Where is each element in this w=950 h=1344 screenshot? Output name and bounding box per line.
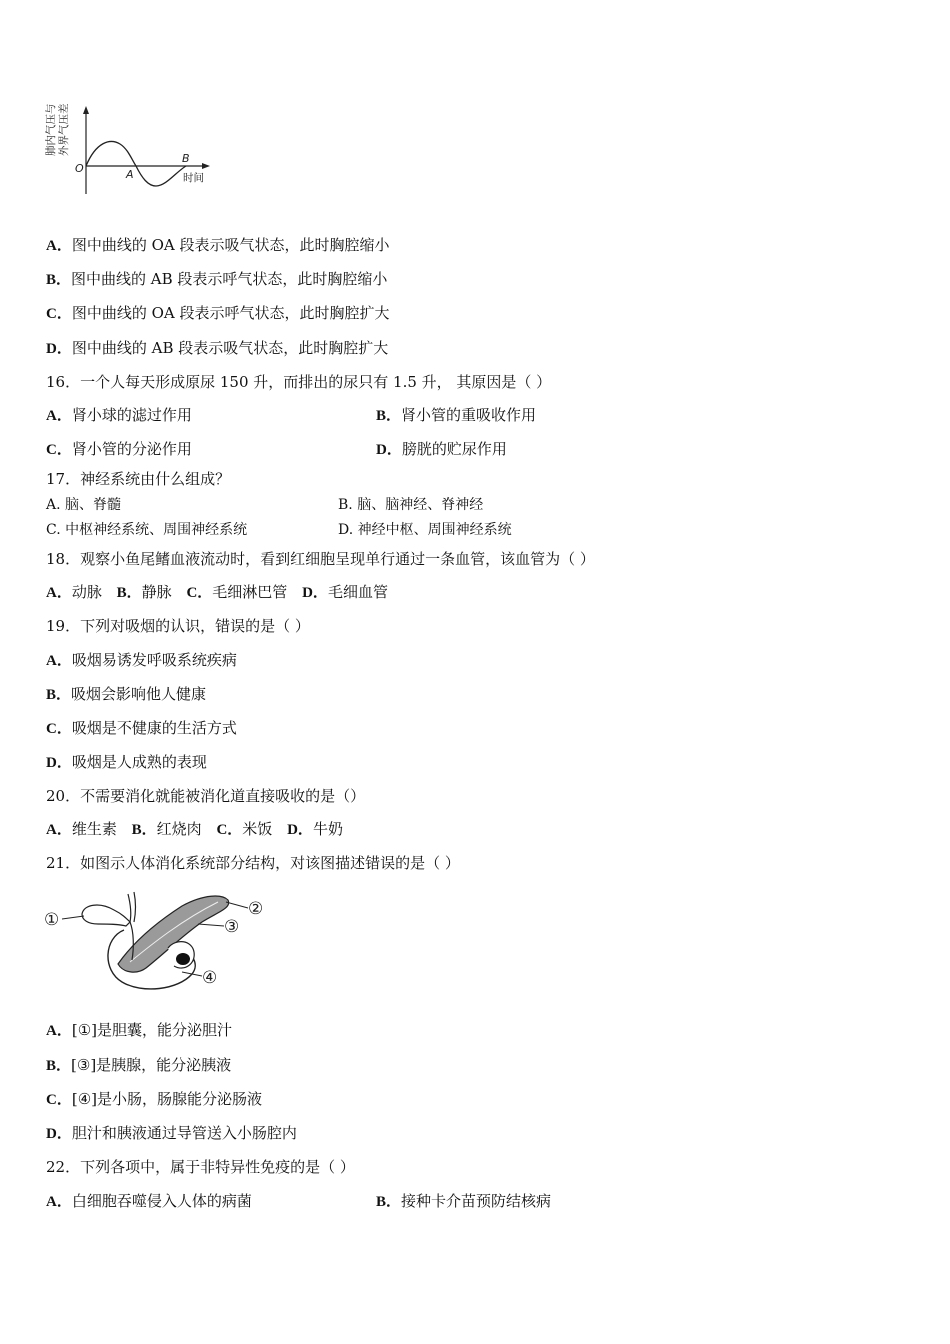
option-label: A． xyxy=(46,408,72,424)
q17-option-d[interactable]: D. 神经中枢、周围神经系统 xyxy=(338,522,512,538)
option-text: 吸烟会影响他人健康 xyxy=(71,685,207,703)
label-4: ④ xyxy=(202,968,218,988)
q15-option-a[interactable] xyxy=(46,235,390,256)
option-label: D． xyxy=(46,341,72,357)
option-text: 肾小管的分泌作用 xyxy=(71,440,192,458)
option-label: A． xyxy=(46,238,72,254)
option-label: B． xyxy=(376,1194,402,1210)
q18-option-d[interactable] xyxy=(302,583,388,601)
y-label-line2: 外界气压差 xyxy=(58,104,70,156)
leader-4 xyxy=(182,972,202,976)
option-text: [④]是小肠，肠腺能分泌肠液 xyxy=(71,1090,262,1108)
intestine-dark-spot xyxy=(176,953,190,965)
q16-option-c[interactable] xyxy=(46,439,192,460)
q15-option-d[interactable] xyxy=(46,338,388,359)
q22-option-b[interactable] xyxy=(376,1191,551,1212)
q17-stem: 17．神经系统由什么组成？ xyxy=(46,470,231,488)
q22-stem: 22．下列各项中，属于非特异性免疫的是（ ） xyxy=(46,1158,355,1176)
option-text: 吸烟是人成熟的表现 xyxy=(71,753,207,771)
option-text: 静脉 xyxy=(141,583,172,601)
option-label: B． xyxy=(116,585,142,601)
option-label: B． xyxy=(46,1058,72,1074)
q18-stem: 18．观察小鱼尾鳍血液流动时，看到红细胞呈现单行通过一条血管，该血管为（ ） xyxy=(46,550,595,568)
leader-3 xyxy=(198,924,224,926)
option-text: 维生素 xyxy=(71,820,117,838)
gallbladder-shape xyxy=(82,905,130,926)
sine-curve xyxy=(86,142,186,186)
option-text: 图中曲线的 AB 段表示吸气状态，此时胸腔扩大 xyxy=(71,339,389,357)
q18-option-c[interactable] xyxy=(186,583,287,601)
q20-option-d[interactable] xyxy=(287,820,343,838)
option-label: A． xyxy=(46,653,72,669)
q19-option-c[interactable] xyxy=(46,718,237,739)
q16-option-d[interactable] xyxy=(376,439,507,460)
option-text: 胆汁和胰液通过导管送入小肠腔内 xyxy=(71,1124,297,1142)
q19-option-a[interactable] xyxy=(46,650,237,671)
q17-option-a[interactable]: A. 脑、脊髓 xyxy=(46,497,122,513)
option-label: A． xyxy=(46,585,72,601)
leader-1 xyxy=(62,916,84,919)
digestive-system-figure xyxy=(42,886,272,998)
option-label: A． xyxy=(46,1194,72,1210)
label-1: ① xyxy=(44,910,60,930)
q17-option-b[interactable]: B. 脑、脑神经、脊神经 xyxy=(338,497,484,513)
option-label: C． xyxy=(216,822,243,838)
option-label: C． xyxy=(186,585,213,601)
point-a-label: A xyxy=(126,168,134,181)
option-label: B． xyxy=(131,822,157,838)
q16-option-b[interactable] xyxy=(376,405,536,426)
hepatic-duct xyxy=(128,892,136,922)
q20-option-a[interactable] xyxy=(46,820,117,838)
q21-stem: 21．如图示人体消化系统部分结构，对该图描述错误的是（ ） xyxy=(46,854,460,872)
q21-option-a[interactable] xyxy=(46,1020,232,1041)
q16-option-a[interactable] xyxy=(46,405,192,426)
option-text: 图中曲线的 OA 段表示呼气状态，此时胸腔扩大 xyxy=(71,304,390,322)
origin-label: O xyxy=(75,162,84,175)
option-text: 图中曲线的 AB 段表示呼气状态，此时胸腔缩小 xyxy=(71,270,388,288)
option-text: 膀胱的贮尿作用 xyxy=(401,440,507,458)
q19-stem: 19．下列对吸烟的认识，错误的是（ ） xyxy=(46,617,310,635)
option-label: D． xyxy=(302,585,328,601)
y-axis-arrow xyxy=(83,106,89,114)
q21-option-d[interactable] xyxy=(46,1123,297,1144)
label-3: ③ xyxy=(224,917,240,937)
leader-2 xyxy=(226,902,248,908)
option-text: 毛细血管 xyxy=(327,583,388,601)
q21-option-c[interactable] xyxy=(46,1089,262,1110)
option-text: 动脉 xyxy=(71,583,102,601)
q19-option-d[interactable] xyxy=(46,752,207,773)
q19-option-b[interactable] xyxy=(46,684,206,705)
point-b-label: B xyxy=(182,152,190,165)
x-axis-arrow xyxy=(202,163,210,169)
option-text: 肾小管的重吸收作用 xyxy=(401,406,537,424)
option-text: 米饭 xyxy=(242,820,273,838)
q17-option-c[interactable]: C. 中枢神经系统、周围神经系统 xyxy=(46,522,248,538)
x-axis-label: 时间 xyxy=(183,172,204,184)
option-text: 毛细淋巴管 xyxy=(212,583,288,601)
option-text: 接种卡介苗预防结核病 xyxy=(401,1192,552,1210)
option-text: 吸烟易诱发呼吸系统疾病 xyxy=(71,651,237,669)
option-text: [③]是胰腺，能分泌胰液 xyxy=(71,1056,232,1074)
option-label: A． xyxy=(46,1023,72,1039)
option-label: D． xyxy=(376,442,402,458)
option-label: D． xyxy=(287,822,313,838)
option-label: D． xyxy=(46,1126,72,1142)
pressure-curve-figure xyxy=(40,104,220,196)
option-text: 吸烟是不健康的生活方式 xyxy=(71,719,237,737)
option-text: 图中曲线的 OA 段表示吸气状态，此时胸腔缩小 xyxy=(71,236,390,254)
option-label: A． xyxy=(46,822,72,838)
option-label: B． xyxy=(46,687,72,703)
q18-option-a[interactable] xyxy=(46,583,102,601)
option-label: D． xyxy=(46,755,72,771)
option-text: 红烧肉 xyxy=(156,820,202,838)
q15-option-c[interactable] xyxy=(46,303,390,324)
q22-option-a[interactable] xyxy=(46,1191,252,1212)
q16-stem: 16．一个人每天形成原尿 150 升，而排出的尿只有 1.5 升， 其原因是（ ） xyxy=(46,373,552,391)
option-label: C． xyxy=(46,721,72,737)
q20-option-c[interactable] xyxy=(216,820,272,838)
q15-option-b[interactable] xyxy=(46,269,387,290)
option-label: C． xyxy=(46,306,72,322)
option-text: 牛奶 xyxy=(312,820,343,838)
option-label: C． xyxy=(46,442,72,458)
q18-option-b[interactable] xyxy=(117,583,172,601)
option-text: [①]是胆囊，能分泌胆汁 xyxy=(71,1021,232,1039)
q20-stem: 20．不需要消化就能被消化道直接吸收的是（） xyxy=(46,787,366,805)
option-label: B． xyxy=(46,272,72,288)
option-text: 白细胞吞噬侵入人体的病菌 xyxy=(71,1192,252,1210)
q21-option-b[interactable] xyxy=(46,1055,231,1076)
option-label: B． xyxy=(376,408,402,424)
option-text: 肾小球的滤过作用 xyxy=(71,406,192,424)
q18-options xyxy=(46,582,388,603)
option-label: C． xyxy=(46,1092,72,1108)
q20-options xyxy=(46,819,343,840)
label-2: ② xyxy=(248,899,264,919)
y-label-line1: 肺内气压与 xyxy=(45,104,57,156)
q20-option-b[interactable] xyxy=(132,820,202,838)
